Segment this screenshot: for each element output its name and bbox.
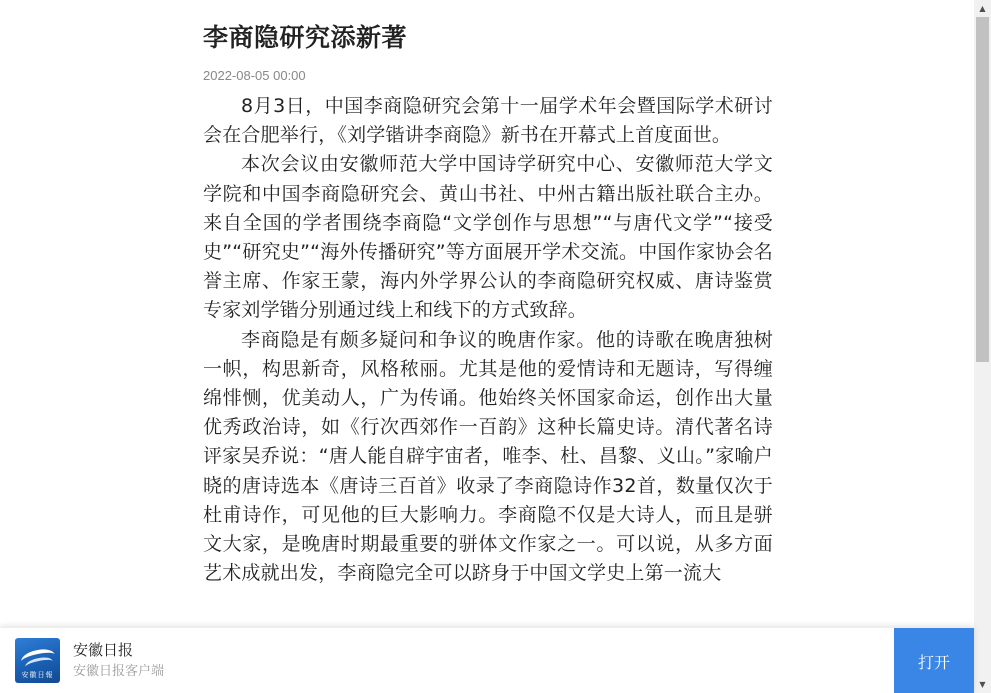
logo-text: 安徽日報 (21, 671, 54, 679)
article-paragraph: 8月3日，中国李商隐研究会第十一届学术年会暨国际学术研讨会在合肥举行，《刘学锴讲李商隐》新书在开幕式上首度面世。 (203, 95, 773, 147)
app-name: 安徽日报 (73, 641, 134, 659)
scroll-down-arrow-icon[interactable]: ▼ (979, 680, 986, 689)
anhui-daily-logo-icon (15, 638, 60, 683)
page-scrollbar[interactable] (974, 0, 991, 693)
open-app-button[interactable]: 打开 (894, 628, 974, 693)
article-paragraph: 本次会议由安徽师范大学中国诗学研究中心、安徽师范大学文学院和中国李商隐研究会、黄山书社、中州古籍出版社联合主办。来自全国的学者围绕李商隐“文学创作与思想”“与唐代文学”“接受史”“研究史”“海外传播研究”等方面展开学术交流。中国作家协会名誉主席、作家王蒙，海内外学界公认的李商隐研究权威、唐诗鉴赏专家刘学锴分别通过线上和线下的方式致辞。 (203, 153, 773, 322)
scroll-up-arrow-icon[interactable]: ▲ (979, 4, 986, 13)
article-paragraph: 李商隐是有颇多疑问和争议的晚唐作家。他的诗歌在晚唐独树一帜，构思新奇，风格秾丽。尤其是他的爱情诗和无题诗，写得缠绵悱恻，优美动人，广为传诵。他始终关怀国家命运，创作出大量优秀政治诗，如《行次西郊作一百韵》这种长篇史诗。清代著名诗评家吴乔说：“唐人能自辟宇宙者，唯李、杜、昌黎、义山。”家喻户晓的唐诗选本《唐诗三百首》收录了李商隐诗作32首，数量仅次于杜甫诗作，可见他的巨大影响力。李商隐不仅是大诗人，而且是骈文大家，是晚唐时期最重要的骈体文作家之一。可以说，从多方面艺术成就出发，李商隐完全可以跻身于中国文学史上第一流大 (203, 328, 773, 585)
app-description: 安徽日报客户端 (73, 664, 165, 679)
article-date: 2022-08-05 00:00 (203, 68, 306, 83)
scrollbar-thumb[interactable] (976, 17, 989, 362)
article-body (203, 92, 773, 588)
article (203, 18, 773, 588)
article-title: 李商隐研究添新著 (203, 23, 408, 52)
app-download-banner[interactable] (0, 627, 974, 693)
